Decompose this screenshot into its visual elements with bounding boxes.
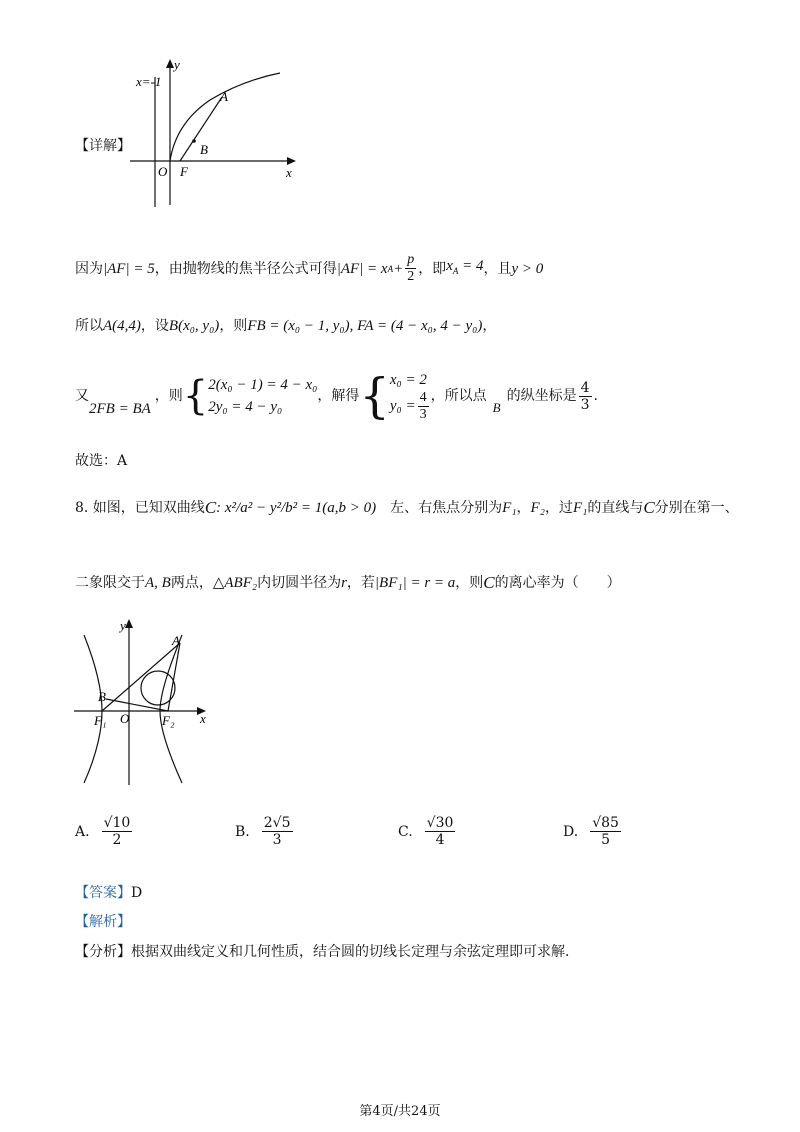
fig2-F1-label: F₁ [94, 713, 107, 728]
parabola-figure [130, 55, 310, 215]
fenxi-block [75, 942, 569, 962]
vector-expressions: FB = (x₀ − 1, y₀), FA = (4 − x₀, 4 − y₀) [247, 318, 483, 334]
answer-value: D [131, 885, 143, 901]
fig1-A-label: A [220, 89, 228, 104]
vector-relation: 2FB = BA [89, 401, 151, 417]
analysis-tag: 【解析】 [75, 914, 131, 930]
question-8-line-2: 二象限交于 A, B 两点， △ABF₂ 内切圆半径为 r ，若 |BF₁| = r = a ，则 C 的离心率为（ ） [75, 573, 621, 592]
choice-c[interactable]: C. $\frac{√30}{4}$ [398, 815, 454, 848]
answer-block [75, 883, 142, 903]
solution-line-1: 因为 |AF| = 5 ，由抛物线的焦半径公式可得 |AF| = x A + $\frac{p}{2}$ ，即 $x_A = 4$ ，且 y > 0 [75, 252, 544, 284]
fig1-x-label: x [286, 165, 292, 180]
fig2-x-label: x [200, 711, 206, 726]
fig1-B-label: B [200, 142, 208, 157]
answer-line: 故选：A [75, 453, 128, 469]
fenxi-text: 根据双曲线定义和几何性质，结合圆的切线长定理与余弦定理即可求解. [131, 944, 570, 960]
choice-d[interactable]: D. $\frac{√85}{5}$ [563, 815, 619, 848]
choice-b[interactable]: B. $\frac{2√5}{3}$ [235, 815, 291, 848]
af-equals-5: |AF| = 5 [103, 260, 155, 277]
hyperbola-equation: : x²/a² − y²/b² = 1(a,b > 0) [216, 500, 377, 516]
hyperbola-figure [72, 615, 222, 790]
question-8-line-1: 8. 如图，已知双曲线 C : x²/a² − y²/b² = 1(a,b > 0) 左、右焦点分别为 F₁ ， F₂ ，过 F₁ 的直线与 C 分别在第一、 [75, 498, 739, 517]
fig2-A-label: A [172, 633, 180, 648]
fig2-O-label: O [120, 711, 130, 726]
fig2-F2-label: F₂ [162, 713, 175, 728]
answer-tag: 【答案】 [75, 885, 131, 901]
fig2-B-label: B [98, 689, 106, 704]
page-footer: 第4页/共24页 [359, 1104, 441, 1119]
fig1-xeq-label: x=-1 [136, 74, 162, 89]
detail-label: 【详解】 [75, 138, 131, 154]
solution-line-2: 所以 A(4,4) ，设 B(x₀, y₀) ，则 FB = (x₀ − 1, y₀), FA = (4 − x₀, 4 − y₀) ， [75, 318, 497, 334]
solution-line-3: 又 2FB = BA ，则 { 2(x₀ − 1) = 4 − x₀ 2y₀ = 4 − y₀ ，解得 { x₀ = 2 y₀ = $\frac{4}{3}$ ，所以点 B 的纵坐标是 $\frac{4}{3}$ . [75, 368, 598, 424]
fenxi-tag: 【分析】 [75, 944, 131, 960]
focal-radius-formula: |AF| = x A + $\frac{p}{2}$ [336, 252, 415, 284]
fig1-F-label: F [180, 164, 188, 179]
fig1-y-label: y [174, 57, 180, 72]
fig2-y-label: y [120, 618, 126, 633]
fig1-O-label: O [158, 164, 168, 179]
choice-a[interactable]: A. $\frac{√10}{2}$ [75, 815, 131, 848]
